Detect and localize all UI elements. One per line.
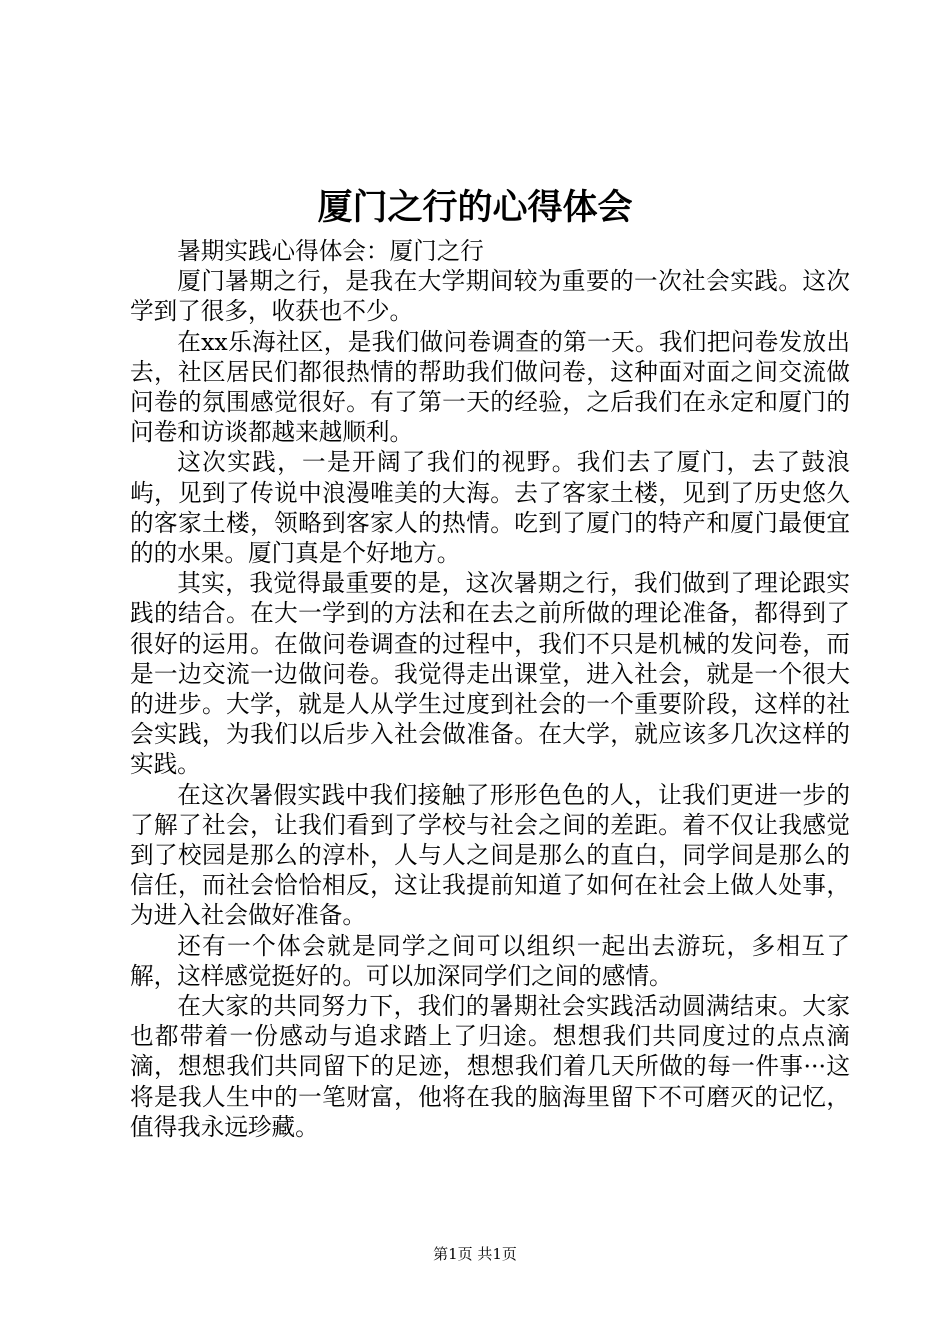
page-number-footer: 第1页 共1页 bbox=[433, 1245, 517, 1263]
paragraph-theory-practice: 其实，我觉得最重要的是，这次暑期之行，我们做到了理论跟实践的结合。在大一学到的方法和在去之前所做的理论准备，都得到了很好的运用。在做问卷调查的过程中，我们不只是机械的发问卷，而是一边交流一边做问卷。我觉得走出课堂，进入社会，就是一个很大的进步。大学，就是人从学生过度到社会的一个重要阶段，这样的社会实践，为我们以后步入社会做准备。在大学，就应该多几次这样的实践。 bbox=[130, 569, 850, 779]
document-body bbox=[130, 236, 850, 1142]
document-title: 厦门之行的心得体会 bbox=[317, 187, 633, 228]
paragraph-classmates: 还有一个体会就是同学之间可以组织一起出去游玩，多相互了解，这样感觉挺好的。可以加深同学们之间的感情。 bbox=[130, 931, 850, 990]
paragraph-survey: 在xx乐海社区，是我们做问卷调查的第一天。我们把问卷发放出去，社区居民们都很热情的帮助我们做问卷，这种面对面之间交流做问卷的氛围感觉很好。有了第一天的经验，之后我们在永定和厦门的问卷和访谈都越来越顺利。 bbox=[130, 327, 850, 447]
paragraph-vision: 这次实践，一是开阔了我们的视野。我们去了厦门，去了鼓浪屿，见到了传说中浪漫唯美的大海。去了客家土楼，见到了历史悠久的客家土楼，领略到客家人的热情。吃到了厦门的特产和厦门最便宜的的水果。厦门真是个好地方。 bbox=[130, 448, 850, 568]
paragraph-conclusion: 在大家的共同努力下，我们的暑期社会实践活动圆满结束。大家也都带着一份感动与追求踏上了归途。想想我们共同度过的点点滴滴，想想我们共同留下的足迹，想想我们着几天所做的每一件事···这将是我人生中的一笔财富，他将在我的脑海里留下不可磨灭的记忆，值得我永远珍藏。 bbox=[130, 992, 850, 1141]
paragraph-subtitle: 暑期实践心得体会：厦门之行 bbox=[177, 237, 484, 265]
paragraph-society: 在这次暑假实践中我们接触了形形色色的人，让我们更进一步的了解了社会，让我们看到了学校与社会之间的差距。着不仅让我感觉到了校园是那么的淳朴，人与人之间是那么的直白，同学间是那么的信任，而社会恰恰相反，这让我提前知道了如何在社会上做人处事，为进入社会做好准备。 bbox=[130, 780, 850, 930]
paragraph-intro: 厦门暑期之行，是我在大学期间较为重要的一次社会实践。这次学到了很多，收获也不少。 bbox=[130, 267, 850, 326]
